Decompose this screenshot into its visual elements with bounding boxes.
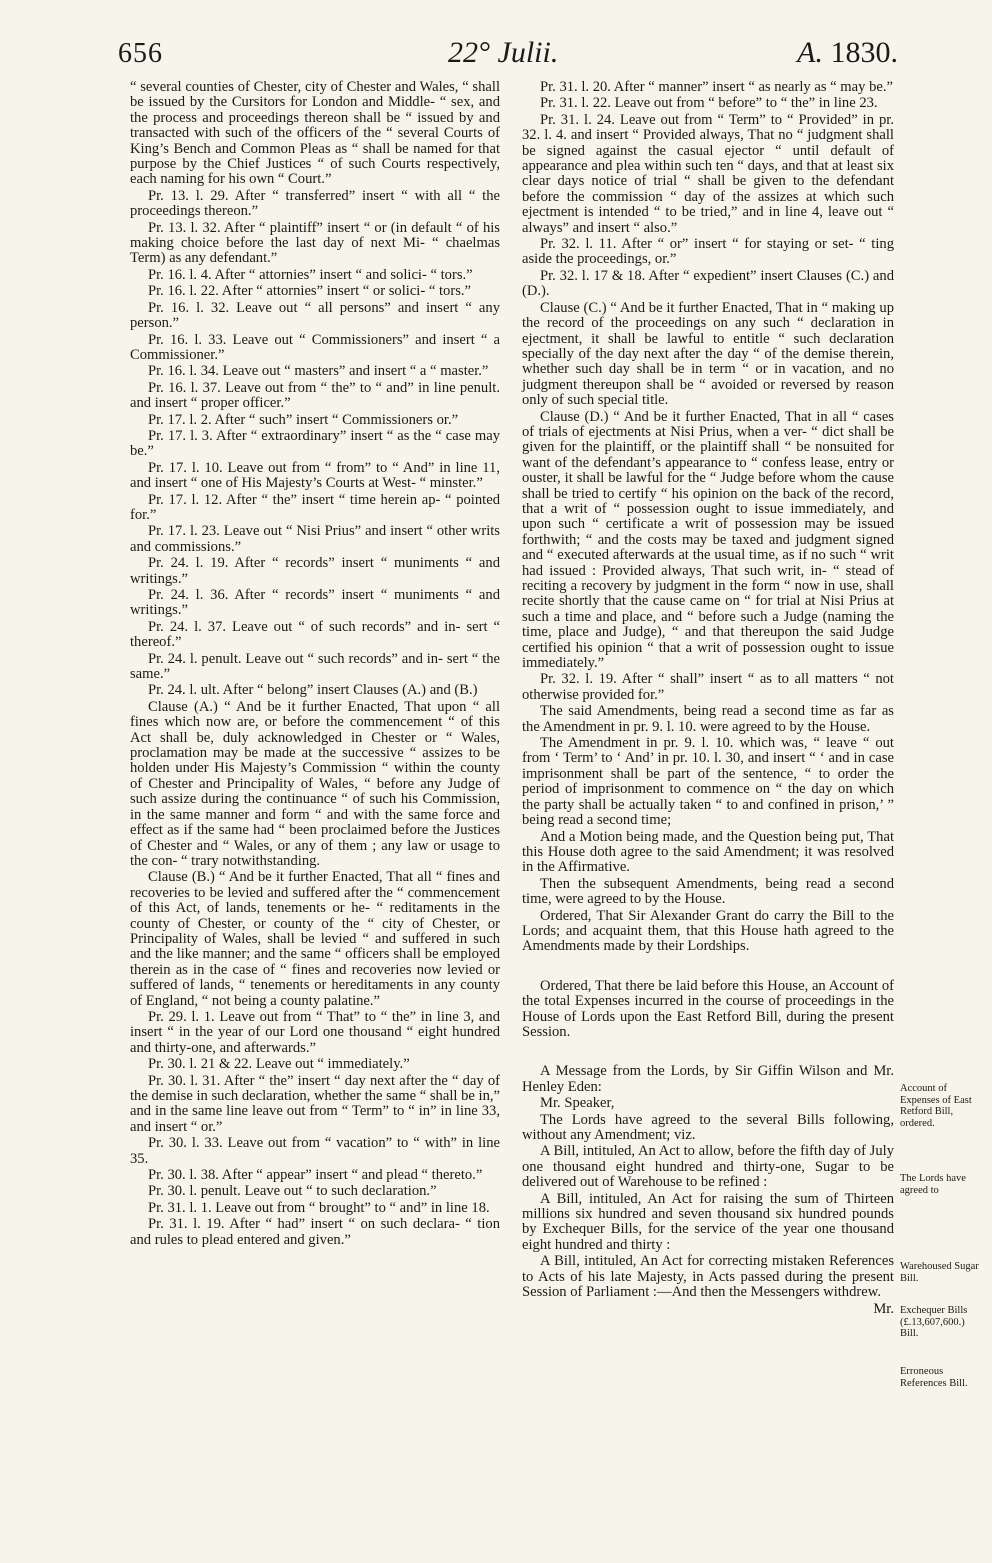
left-column xyxy=(130,80,500,1249)
paragraph: Pr. 16. l. 32. Leave out “ all persons” and insert “ any person.” xyxy=(130,299,500,332)
paragraph: Pr. 30. l. 21 & 22. Leave out “ immediately.” xyxy=(148,1056,410,1073)
margin-note-erroneous: Erroneous References Bill. xyxy=(900,1366,968,1389)
paragraph: Pr. 17. l. 2. After “ such” insert “ Commissioners or.” xyxy=(148,411,459,428)
paragraph: Pr. 17. l. 23. Leave out “ Nisi Prius” and insert “ other writs and commissions.” xyxy=(130,523,500,555)
catchword: Mr. xyxy=(873,1301,894,1318)
paragraph: Pr. 31. l. 20. After “ manner” insert “ as nearly as “ may be.” xyxy=(540,79,893,95)
paragraph: Pr. 16. l. 4. After “ attornies” insert “ and solici- “ tors.” xyxy=(148,266,473,283)
paragraph: Pr. 13. l. 32. After “ plaintiff” insert “ or (in default “ of his making choice before the last day of next Mi- “ chaelmas Term) as any defendant.” xyxy=(130,219,500,267)
paragraph: Pr. 32. l. 19. After “ shall” insert “ as to all matters “ not otherwise provided for.” xyxy=(522,671,894,703)
page-number: 656 xyxy=(118,38,163,69)
bill-paragraph: A Bill, intituled, An Act to allow, before the fifth day of July one thousand eight hundred and thirty-one, Sugar to be delivered out of Warehouse to be refined : xyxy=(522,1143,894,1191)
bill-paragraph: A Bill, intituled, An Act for correcting mistaken References to Acts of his late Majesty, in Acts passed during the present Session of Parliament :—And then the Messengers withdrew. xyxy=(522,1253,894,1301)
paragraph: The Amendment in pr. 9. l. 10. which was, “ leave “ out from ‘ Term’ to ‘ And’ in pr. 10. l. 30, and insert “ ‘ and in case imprisonment shall be part of the sentence, “ to order the period of imprisonment to commence on “ the day on which the party shall be actually taken “ to and confined in prison,’ ” being read a second time; xyxy=(522,735,894,829)
page-year xyxy=(797,36,898,70)
paragraph: Pr. 16. l. 34. Leave out “ masters” and insert “ a “ master.” xyxy=(148,363,489,380)
paragraph: Pr. 24. l. 36. After “ records” insert “ muniments “ and writings.” xyxy=(130,587,500,619)
page-header xyxy=(118,38,898,82)
paragraph: Pr. 32. l. 17 & 18. After “ expedient” insert Clauses (C.) and (D.). xyxy=(522,267,894,300)
order-paragraph: Ordered, That there be laid before this House, an Account of the total Expenses incurred in the course of proceedings in the House of Lords upon the East Retford Bill, during the present Session. xyxy=(522,977,894,1040)
margin-note-lords: The Lords have agreed to xyxy=(900,1173,966,1196)
paragraph: Pr. 30. l. penult. Leave out “ to such declaration.” xyxy=(148,1183,437,1200)
clause-b: Clause (B.) “ And be it further Enacted, That all “ fines and recoveries to be levied and suffered after the “ commencement of this Act, of lands, tenements or he- “ reditaments in the county of Chester, or county of the “ city of Chester, or Principality of Wales, shall be levied “ and suffered in such and the like manner; and the same “ officers shall be employed therein as in the case of “ fines and recoveries now levied or suffered of lands, “ tenements or hereditaments in any county of England, “ not being a county palatine.” xyxy=(130,869,500,1009)
paragraph: Pr. 31. l. 1. Leave out from “ brought” to “ and” in line 18. xyxy=(148,1199,490,1216)
section-gap xyxy=(522,1046,894,1054)
paragraph: Pr. 31. l. 19. After “ had” insert “ on such declara- “ tion and rules to plead entered and given.” xyxy=(130,1216,500,1248)
paragraph: Pr. 32. l. 11. After “ or” insert “ for staying or set- “ ting aside the proceedings, or.” xyxy=(522,236,894,268)
paragraph: Pr. 31. l. 24. Leave out from “ Term” to “ Provided” in pr. 32. l. 4. and insert “ Provided always, That no “ judgment shall be signed against the casual ejector “ until default of appearance and plea within such ten “ days, and that at least six clear days notice of trial “ shall be given to the defendant before the commission “ day of the assizes at which such ejectment is intended “ to be tried,” and in line 4, leave out “ always” and insert “ also.” xyxy=(522,111,894,236)
margin-note-account: Account of Expenses of East Retford Bill, ordered. xyxy=(900,1083,972,1129)
clause-d: Clause (D.) “ And be it further Enacted, That in all “ cases of trials of ejectments at Nisi Prius, when a ver- “ dict shall be given for the plaintiff, or the plaintiff shall “ be nonsuited for want of the defendant’s appearance to “ confess lease, entry or ouster, it shall be lawful for the “ Judge before whom the cause shall be tried to certify “ his opinion on the back of the record, that a writ of “ possession ought to issue immediately, and upon such “ certificate a writ of possession may be issued forthwith; “ and the costs may be taxed and judgment signed and “ executed afterwards at the usual time, as if no such “ writ had issued : Provided always, That such writ, in- “ stead of reciting a recovery by judgment in the form “ now in use, shall recite shortly that the cause came on “ for trial at Nisi Prius at such a time and place, and “ before such a Judge (naming the time, place and Judge), “ and that thereupon the said Judge certified his opinion “ that a writ of possession ought to issue immediately.” xyxy=(522,408,894,672)
paragraph: Pr. 30. l. 31. After “ the” insert “ day next after the “ day of the demise in such declaration, whether the same “ shall be in,” and in the same line leave out from “ Term” to “ in” in line 33, and insert “ or.” xyxy=(130,1072,500,1135)
paragraph: Pr. 30. l. 38. After “ appear” insert “ and plead “ thereto.” xyxy=(148,1167,483,1184)
paragraph: Pr. 16. l. 33. Leave out “ Commissioners” and insert “ a Commissioner.” xyxy=(130,331,500,363)
paragraph: Pr. 13. l. 29. After “ transferred” insert “ with all “ the proceedings thereon.” xyxy=(130,187,500,220)
page-date: 22° Julii. xyxy=(448,36,559,69)
paragraph: Ordered, That Sir Alexander Grant do carry the Bill to the Lords; and acquaint them, that this House hath agreed to the Amendments made by their Lordships. xyxy=(522,907,894,955)
paragraph: And a Motion being made, and the Question being put, That this House doth agree to the said Amendment; it was resolved in the Affirmative. xyxy=(522,828,894,876)
margin-note-exchequer: Exchequer Bills (£.13,607,600.) Bill. xyxy=(900,1305,968,1339)
paragraph: Pr. 17. l. 12. After “ the” insert “ time herein ap- “ pointed for.” xyxy=(130,491,500,523)
paragraph: The Lords have agreed to the several Bills following, without any Amendment; viz. xyxy=(522,1111,894,1143)
year-prefix: A. xyxy=(797,36,823,69)
margin-note-warehoused: Warehoused Sugar Bill. xyxy=(900,1261,979,1284)
section-gap xyxy=(522,961,894,969)
paragraph: Pr. 31. l. 22. Leave out from “ before” to “ the” in line 23. xyxy=(540,95,878,112)
paragraph: Pr. 30. l. 33. Leave out from “ vacation” to “ with” in line 35. xyxy=(130,1135,500,1167)
paragraph: Pr. 24. l. 37. Leave out “ of such records” and in- sert “ thereof.” xyxy=(130,618,500,651)
bill-paragraph: A Bill, intituled, An Act for raising the sum of Thirteen millions six hundred and seven thousand six hundred pounds by Exchequer Bills, for the service of the year one thousand eight hundred and thirty : xyxy=(522,1190,894,1253)
year-value: 1830. xyxy=(830,36,898,69)
paragraph: Pr. 16. l. 37. Leave out from “ the” to “ and” in line penult. and insert “ proper officer.” xyxy=(130,379,500,412)
right-column xyxy=(522,80,894,1318)
paragraph: The said Amendments, being read a second time as far as the Amendment in pr. 9. l. 10. were agreed to by the House. xyxy=(522,703,894,735)
clause-c: Clause (C.) “ And be it further Enacted, That in “ making up the record of the proceedings on any such “ declaration in ejectment, it shall be lawful to entitle “ such declaration specially of the day next after the day “ of the demise therein, whether such day shall be in term “ or in vacation, and no judgment thereupon shall be “ avoided or reversed by reason only of such special title. xyxy=(522,299,894,409)
paragraph: Pr. 24. l. 19. After “ records” insert “ muniments “ and writings.” xyxy=(130,555,500,587)
paragraph: “ several counties of Chester, city of Chester and Wales, “ shall be issued by the Cursitors for London and Middle- “ sex, and the process and proceedings thereon shall be “ issued by and transacted with such of the officers of the “ several Courts of King’s Bench and Common Pleas as “ shall be named for that purpose by the Chief Justices “ of such Courts respectively, each naming for his own “ Court.” xyxy=(130,79,500,188)
message-paragraph: A Message from the Lords, by Sir Giffin Wilson and Mr. Henley Eden: xyxy=(522,1063,894,1095)
paragraph: Pr. 24. l. ult. After “ belong” insert Clauses (A.) and (B.) xyxy=(148,682,478,699)
paragraph: Pr. 17. l. 10. Leave out from “ from” to “ And” in line 11, and insert “ one of His Majesty’s Courts at West- “ minster.” xyxy=(130,459,500,492)
clause-a: Clause (A.) “ And be it further Enacted, That upon “ all fines which now are, or before the commencement “ of this Act shall be, duly acknowledged in Chester or “ Wales, proclamation may be made at the successive “ assizes to be holden under His Majesty’s Commission “ within the county of Chester and Principality of Wales, “ before any Judge of such assize during the continuance “ of such his Commission, in the same manner and form “ and with the same force and effect as if the same had “ been proclaimed before the Justices of Chester and “ Wales, or any of them ; any law or usage to the con- “ trary notwithstanding. xyxy=(130,698,500,869)
paragraph: Pr. 17. l. 3. After “ extraordinary” insert “ as the “ case may be.” xyxy=(130,427,500,460)
paragraph: Pr. 24. l. penult. Leave out “ such records” and in- sert “ the same.” xyxy=(130,650,500,683)
paragraph: Pr. 16. l. 22. After “ attornies” insert “ or solici- “ tors.” xyxy=(148,283,472,300)
paragraph: Pr. 29. l. 1. Leave out from “ That” to “ the” in line 3, and insert “ in the year of our Lord one thousand “ eight hundred and thirty-one, and afterwards.” xyxy=(130,1008,500,1056)
salutation: Mr. Speaker, xyxy=(540,1095,615,1112)
paragraph: Then the subsequent Amendments, being read a second time, were agreed to by the House. xyxy=(522,875,894,908)
